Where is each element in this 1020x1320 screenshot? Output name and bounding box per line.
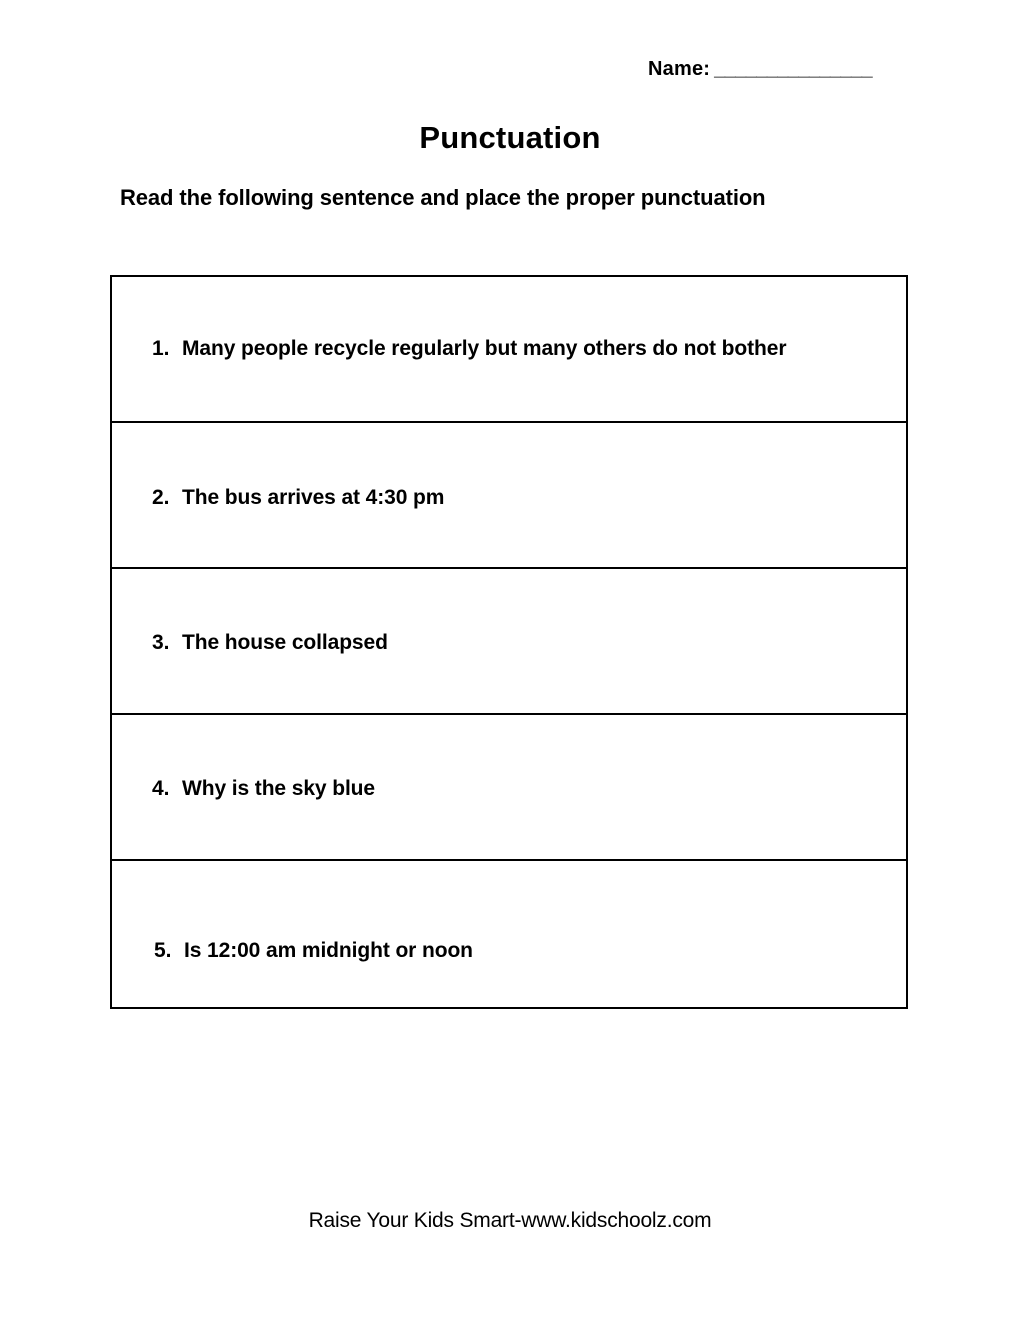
- footer-credit: Raise Your Kids Smart-www.kidschoolz.com: [308, 1209, 712, 1232]
- name-field-row: [0, 58, 872, 81]
- question-text: The house collapsed: [182, 631, 388, 654]
- question-number: 5.: [154, 939, 172, 962]
- question-number: 4.: [152, 777, 170, 800]
- table-row: [112, 277, 906, 423]
- questions-table: [110, 275, 908, 1009]
- table-row: [112, 423, 906, 569]
- question-line: [112, 939, 473, 963]
- table-row: [112, 861, 906, 1007]
- question-number: 1.: [152, 337, 170, 360]
- question-text: Many people recycle regularly but many others do not bother: [182, 337, 787, 360]
- question-line: [112, 486, 444, 510]
- question-line: [112, 631, 388, 655]
- table-row: [112, 715, 906, 861]
- name-blank-line: _______________: [714, 58, 872, 80]
- question-text: The bus arrives at 4:30 pm: [182, 486, 445, 509]
- question-line: [112, 337, 786, 361]
- question-number: 2.: [152, 486, 170, 509]
- table-row: [112, 569, 906, 715]
- name-label: Name:: [648, 58, 711, 80]
- question-line: [112, 777, 375, 801]
- question-text: Why is the sky blue: [182, 777, 375, 800]
- question-number: 3.: [152, 631, 170, 654]
- question-text: Is 12:00 am midnight or noon: [184, 939, 473, 962]
- instruction-text: Read the following sentence and place the proper punctuation: [120, 185, 766, 210]
- page-title: Punctuation: [419, 120, 601, 155]
